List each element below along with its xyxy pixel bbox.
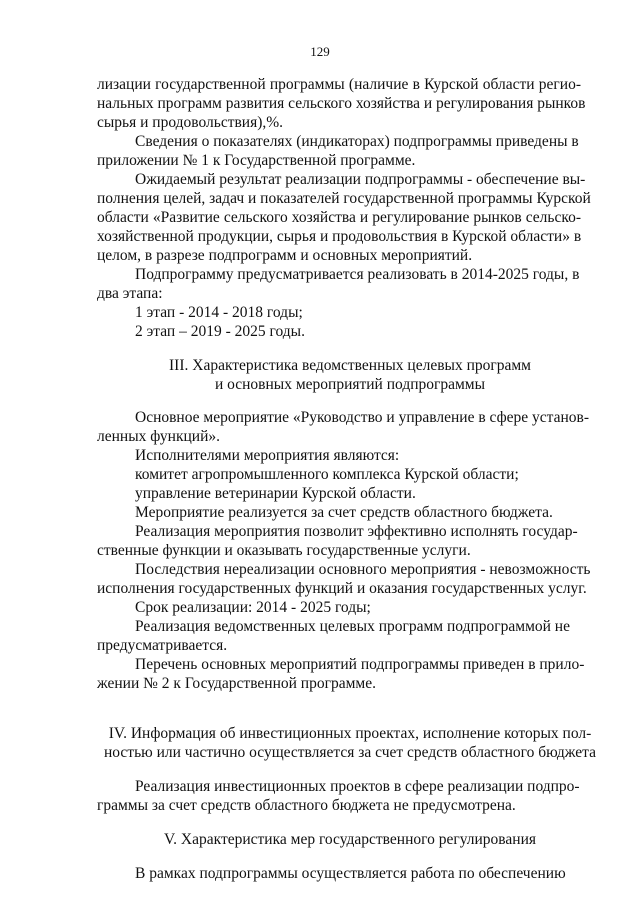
paragraph-line: граммы за счет средств областного бюджета не предусмотрена. (97, 797, 516, 814)
paragraph-line: целом, в разрезе подпрограмм и основных мероприятий. (97, 247, 473, 264)
paragraph-line: исполнения государственных функций и оказания государственных услуг. (97, 580, 587, 597)
section-heading-line: V. Характеристика мер государственного регулирования (163, 831, 537, 848)
paragraph-line: 2 этап – 2019 - 2025 годы. (135, 323, 305, 340)
paragraph-line: Реализация мероприятия позволит эффективно исполнять государ- (135, 523, 578, 540)
paragraph-line: нальных программ развития сельского хозяйства и регулирования рынков (97, 95, 586, 112)
paragraph-line: Перечень основных мероприятий подпрограммы приведен в прило- (135, 656, 585, 673)
paragraph-line: области «Развитие сельского хозяйства и регулирование рынков сельско- (97, 209, 581, 226)
paragraph-line: жении № 2 к Государственной программе. (97, 675, 376, 692)
paragraph-line: Последствия нереализации основного мероприятия - невозможность (135, 561, 591, 578)
paragraph-line: лизации государственной программы (наличие в Курской области регио- (97, 76, 581, 93)
paragraph-line: Ожидаемый результат реализации подпрограммы - обеспечение вы- (135, 171, 586, 188)
section-heading-line: ностью или частично осуществляется за счет средств областного бюджета (103, 744, 597, 761)
paragraph-line: ленных функций». (97, 428, 220, 445)
paragraph-line: ственные функции и оказывать государственные услуги. (97, 542, 471, 559)
paragraph-line: Реализация инвестиционных проектов в сфере реализации подпро- (135, 778, 580, 795)
paragraph-line: приложении № 1 к Государственной программе. (97, 152, 416, 169)
page-number: 129 (310, 44, 330, 59)
section-heading-line: III. Характеристика ведомственных целевых программ (169, 357, 531, 374)
paragraph-line: Исполнителями мероприятия являются: (135, 447, 400, 464)
paragraph-line: полнения целей, задач и показателей государственной программы Курской (97, 190, 591, 207)
paragraph-line: комитет агропромышленного комплекса Курской области; (135, 466, 519, 483)
section-heading-line: IV. Информация об инвестиционных проектах, исполнение которых пол- (108, 725, 592, 742)
section-heading-line: и основных мероприятий подпрограммы (214, 376, 486, 393)
paragraph-line: сырья и продовольствия),%. (97, 114, 284, 131)
paragraph-line: В рамках подпрограммы осуществляется работа по обеспечению (135, 865, 566, 882)
paragraph-line: хозяйственной продукции, сырья и продовольствия в Курской области» в (97, 228, 582, 245)
paragraph-line: предусматривается. (97, 637, 228, 654)
paragraph-line: Основное мероприятие «Руководство и управление в сфере установ- (135, 409, 590, 426)
paragraph-line: Срок реализации: 2014 - 2025 годы; (135, 599, 371, 616)
paragraph-line: Сведения о показателях (индикаторах) подпрограммы приведены в (135, 133, 579, 150)
paragraph-line: Реализация ведомственных целевых программ подпрограммой не (135, 618, 570, 635)
paragraph-line: Подпрограмму предусматривается реализовать в 2014-2025 годы, в (135, 266, 580, 283)
paragraph-line: управление ветеринарии Курской области. (135, 485, 416, 502)
paragraph-line: два этапа: (97, 285, 163, 302)
paragraph-line: Мероприятие реализуется за счет средств областного бюджета. (135, 504, 553, 521)
paragraph-line: 1 этап - 2014 - 2018 годы; (135, 304, 303, 321)
